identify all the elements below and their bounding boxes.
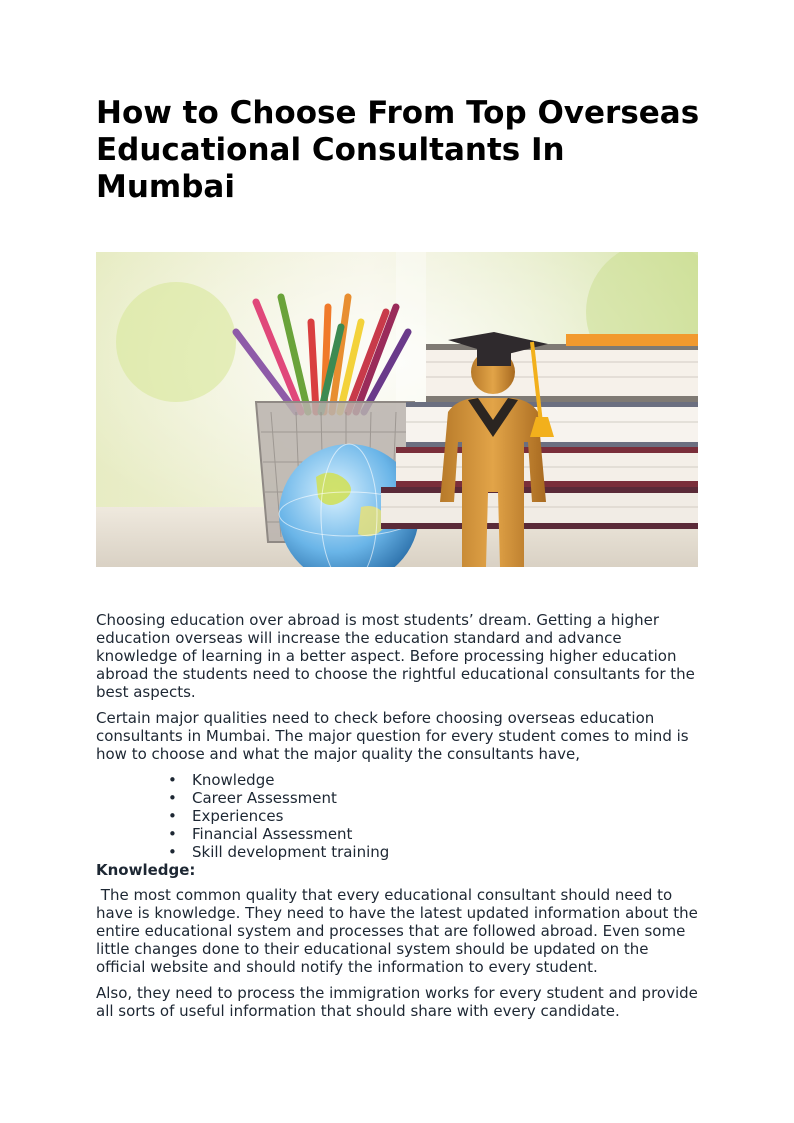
list-item — [96, 843, 700, 861]
qualities-list — [96, 771, 700, 861]
bullet-icon: • — [168, 789, 177, 807]
list-item-label: Financial Assessment — [192, 825, 353, 843]
hero-image — [96, 252, 698, 567]
intro-paragraph: Choosing education over abroad is most students’ dream. Getting a higher education overseas will increase the education standard and advance knowledge of learning in a better aspect. Before processing higher education abroad the students need to choose the rightful educational consultants for the best aspects. — [96, 611, 695, 701]
section-heading: Knowledge: — [96, 861, 196, 879]
list-item — [96, 825, 700, 843]
list-item — [96, 771, 700, 789]
immigration-paragraph: Also, they need to process the immigration works for every student and provide all sorts of useful information that should share with every candidate. — [96, 984, 698, 1020]
list-item-label: Knowledge — [192, 771, 275, 789]
article-title: How to Choose From Top Overseas Educational Consultants In Mumbai — [96, 95, 700, 205]
bullet-icon: • — [168, 843, 177, 861]
list-item — [96, 807, 700, 825]
bullet-icon: • — [168, 771, 177, 789]
education-hero-illustration-icon — [96, 252, 698, 567]
article-body — [96, 611, 703, 1028]
qualities-intro-paragraph: Certain major qualities need to check before choosing overseas education consultants in Mumbai. The major question for every student comes to mind is how to choose and what the major quality the consultants have, — [96, 709, 689, 763]
list-item-label: Career Assessment — [192, 789, 337, 807]
list-item — [96, 789, 700, 807]
knowledge-paragraph: The most common quality that every educational consultant should need to have is knowledge. They need to have the latest updated information about the entire educational system and processes that are followed abroad. Even some little changes done to their educational system should be updated on the official website and should notify the information to every student. — [96, 886, 703, 976]
bullet-icon: • — [168, 807, 177, 825]
list-item-label: Experiences — [192, 807, 284, 825]
bullet-icon: • — [168, 825, 177, 843]
list-item-label: Skill development training — [192, 843, 390, 861]
